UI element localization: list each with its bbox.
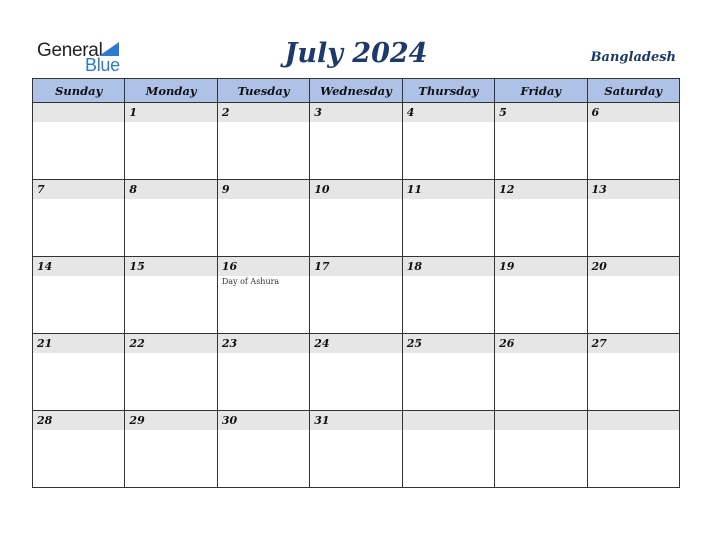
day-number: 19: [499, 260, 515, 273]
day-number: 24: [314, 337, 330, 350]
calendar-week-row: [33, 103, 680, 180]
day-cell: [587, 180, 679, 257]
day-cell: [587, 334, 679, 411]
day-cell: [217, 103, 309, 180]
weekday-header: Saturday: [587, 79, 679, 103]
calendar-week-row: [33, 257, 680, 334]
weekday-header: Thursday: [402, 79, 494, 103]
logo-general-text: General: [37, 40, 103, 61]
day-number-bar: [218, 334, 309, 353]
day-number: 7: [37, 183, 45, 196]
day-cell: [125, 411, 217, 488]
day-number-bar: [403, 103, 494, 122]
day-cell: [587, 257, 679, 334]
day-cell: [310, 103, 402, 180]
day-cell: [402, 257, 494, 334]
day-number-bar: [218, 257, 309, 276]
day-number: 13: [591, 183, 607, 196]
calendar-title: July 2024: [284, 38, 428, 69]
day-cell: [402, 334, 494, 411]
day-number-bar: [310, 334, 401, 353]
day-number-bar: [588, 180, 679, 199]
day-number: 15: [129, 260, 145, 273]
day-number-bar: [125, 103, 216, 122]
day-number: 12: [499, 183, 515, 196]
day-cell: [402, 411, 494, 488]
day-cell: [125, 334, 217, 411]
day-number: 23: [221, 337, 238, 350]
day-number-bar: [495, 334, 586, 353]
day-cell: [310, 334, 402, 411]
day-number: 29: [129, 414, 145, 427]
day-number-bar: [588, 411, 679, 430]
day-number: 8: [129, 183, 138, 196]
day-cell: [33, 411, 125, 488]
day-number-bar: [495, 411, 586, 430]
day-number: 11: [406, 183, 422, 196]
day-number-bar: [495, 180, 586, 199]
day-number-bar: [588, 257, 679, 276]
day-number-bar: [125, 334, 216, 353]
day-cell: [310, 411, 402, 488]
day-number-bar: [588, 103, 679, 122]
calendar-grid: [32, 78, 680, 488]
day-number-bar: [310, 257, 401, 276]
day-number-bar: [218, 103, 309, 122]
day-number-bar: [125, 257, 216, 276]
weekday-header: Monday: [125, 79, 217, 103]
day-number: 6: [591, 106, 600, 119]
day-number-bar: [218, 411, 309, 430]
day-number: 30: [221, 414, 238, 427]
day-cell: [33, 334, 125, 411]
day-cell: [587, 411, 679, 488]
day-number: 26: [499, 337, 515, 350]
day-number-bar: [403, 257, 494, 276]
weekday-header: Sunday: [33, 79, 125, 103]
calendar-week-row: [33, 180, 680, 257]
day-number-bar: [403, 180, 494, 199]
day-number: 1: [129, 106, 138, 119]
day-cell: [402, 103, 494, 180]
day-number: 31: [314, 414, 330, 427]
calendar-body: [33, 103, 680, 488]
day-number: 14: [37, 260, 53, 273]
day-cell: [495, 411, 587, 488]
day-number-bar: [495, 257, 586, 276]
day-cell: [33, 103, 125, 180]
day-number: 22: [129, 337, 145, 350]
day-cell: [495, 334, 587, 411]
day-cell: [217, 334, 309, 411]
day-cell: [217, 180, 309, 257]
day-number-bar: [125, 180, 216, 199]
day-number: 21: [37, 337, 53, 350]
country-name: Bangladesh: [590, 50, 676, 65]
calendar-week-row: [33, 334, 680, 411]
day-cell: [495, 180, 587, 257]
day-cell: [402, 180, 494, 257]
weekday-header: Friday: [495, 79, 587, 103]
day-number: 4: [406, 106, 415, 119]
day-number-bar: [310, 411, 401, 430]
weekday-header-row: [33, 79, 680, 103]
day-number-bar: [310, 180, 401, 199]
day-number: 28: [37, 414, 53, 427]
day-number: 18: [406, 260, 422, 273]
day-number-bar: [33, 180, 124, 199]
weekday-header: Tuesday: [217, 79, 309, 103]
day-number: 9: [221, 183, 230, 196]
day-number-bar: [33, 257, 124, 276]
day-cell: [125, 257, 217, 334]
day-number-bar: [310, 103, 401, 122]
day-number: 17: [314, 260, 330, 273]
day-number: 25: [406, 337, 422, 350]
day-number-bar: [588, 334, 679, 353]
day-number-bar: [218, 180, 309, 199]
day-cell: [125, 103, 217, 180]
holiday-label: Day of Ashura: [221, 277, 280, 286]
day-number-bar: [403, 334, 494, 353]
calendar-week-row: [33, 411, 680, 488]
day-number: 16: [221, 260, 238, 273]
weekday-header: Wednesday: [310, 79, 402, 103]
day-cell: [217, 411, 309, 488]
logo-blue-text: Blue: [85, 55, 120, 75]
day-number-bar: [403, 411, 494, 430]
day-number: 5: [499, 106, 507, 119]
day-cell: [495, 103, 587, 180]
day-cell: [587, 103, 679, 180]
day-number-bar: [33, 411, 124, 430]
day-number: 27: [591, 337, 607, 350]
day-number: 10: [314, 183, 330, 196]
day-cell: [33, 180, 125, 257]
day-number-bar: [495, 103, 586, 122]
day-cell: [310, 257, 402, 334]
day-number-bar: [33, 334, 124, 353]
day-cell: [125, 180, 217, 257]
day-number: 3: [314, 106, 322, 119]
day-cell: [217, 257, 309, 334]
day-cell: [310, 180, 402, 257]
day-number: 20: [591, 260, 607, 273]
day-number: 2: [221, 106, 230, 119]
day-number-bar: [33, 103, 124, 122]
day-cell: [495, 257, 587, 334]
day-number-bar: [125, 411, 216, 430]
day-cell: [33, 257, 125, 334]
